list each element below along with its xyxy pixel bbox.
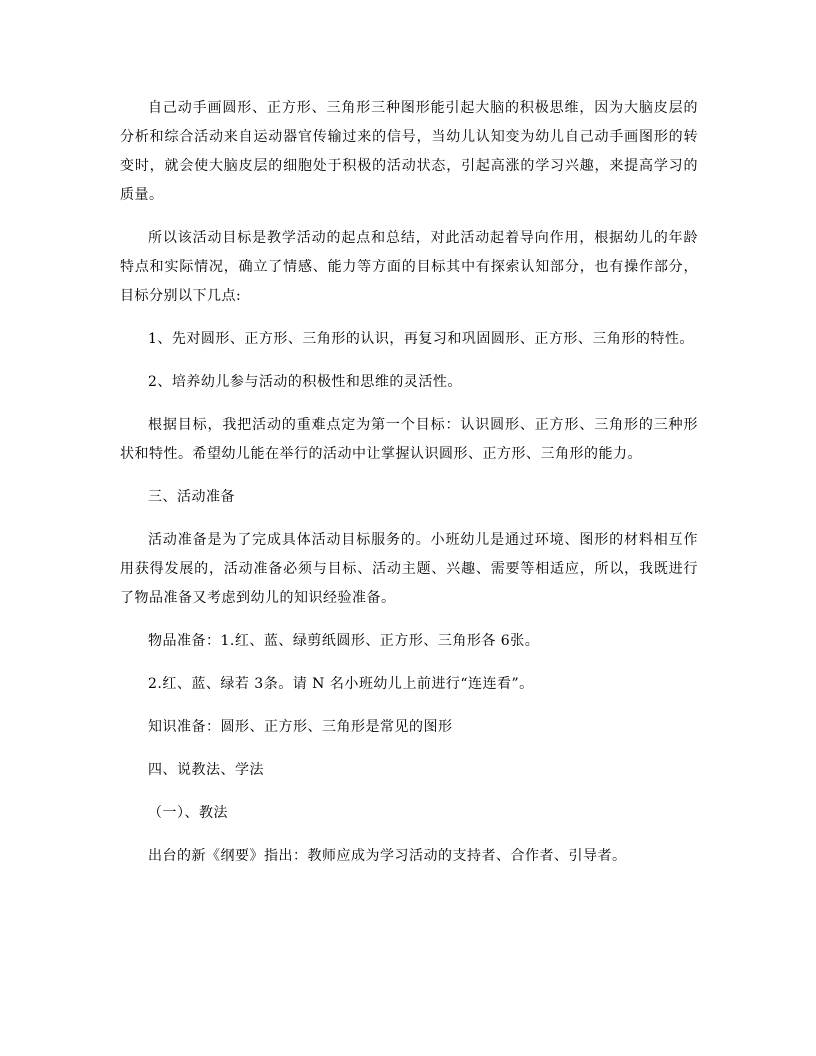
paragraph-goal-2: 2、培养幼儿参与活动的积极性和思维的灵活性。 <box>148 374 462 390</box>
paragraph-preparation: 活动准备是为了完成具体活动目标服务的。小班幼儿是通过环境、图形的材料相互作用获得发展的，活动准备必须与目标、活动主题、兴趣、需要等相适应，所以，我既进行了物品准备又考虑到幼儿的知识经验准备。 <box>120 532 698 606</box>
paragraph-guideline: 出台的新《纲要》指出：教师应成为学习活动的支持者、合作者、引导者。 <box>148 848 627 864</box>
paragraph-materials-2: 2.红、蓝、绿若 3条。请 N 名小班幼儿上前进行“连连看”。 <box>148 676 534 692</box>
paragraph-activity-goals: 所以该活动目标是教学活动的起点和总结，对此活动起着导向作用，根据幼儿的年龄特点和实际情况，确立了情感、能力等方面的目标其中有探索认知部分，也有操作部分，目标分别以下几点: <box>120 230 698 304</box>
paragraph-materials: 物品准备：1.红、蓝、绿剪纸圆形、正方形、三角形各 6张。 <box>148 633 540 649</box>
paragraph-drawing-shapes: 自己动手画圆形、正方形、三角形三种图形能引起大脑的积极思维，因为大脑皮层的分析和综合活动来自运动器官传输过来的信号，当幼儿认知变为幼儿自己动手画图形的转变时，就会使大脑皮层的细胞处于积极的活动状态，引起高涨的学习兴趣，来提高学习的质量。 <box>120 100 698 203</box>
paragraph-goal-1: 1、先对圆形、正方形、三角形的认识，再复习和巩固圆形、正方形、三角形的特性。 <box>148 331 694 347</box>
paragraph-knowledge-preparation: 知识准备：圆形、正方形、三角形是常见的图形 <box>148 719 453 735</box>
document-body <box>120 94 698 871</box>
sub-heading-teaching-method: （一）、教法 <box>148 805 228 821</box>
section-heading-methods: 四、说教法、学法 <box>148 762 264 778</box>
section-heading-activity-preparation: 三、活动准备 <box>148 489 235 505</box>
paragraph-key-points: 根据目标，我把活动的重难点定为第一个目标：认识圆形、正方形、三角形的三种形状和特性。希望幼儿能在举行的活动中让掌握认识圆形、正方形、三角形的能力。 <box>120 417 698 462</box>
